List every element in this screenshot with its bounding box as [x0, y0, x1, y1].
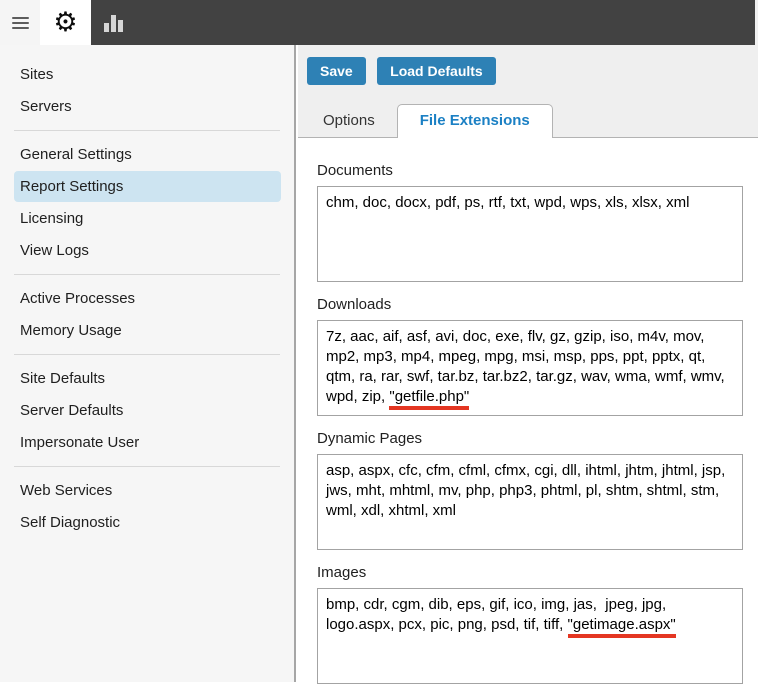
sidebar: [0, 45, 296, 682]
sidebar-item-server-defaults[interactable]: Server Defaults: [14, 395, 281, 426]
red-underline-annotation: "getfile.php": [389, 388, 469, 410]
sidebar-item-web-services[interactable]: Web Services: [14, 475, 281, 506]
sidebar-item-sites[interactable]: Sites: [14, 59, 281, 90]
hamburger-icon: [12, 17, 29, 29]
save-button[interactable]: Save: [307, 57, 366, 85]
topbar-dark-area: [91, 0, 758, 45]
sidebar-item-self-diagnostic[interactable]: Self Diagnostic: [14, 507, 281, 538]
red-underline-annotation: "getimage.aspx": [568, 616, 676, 638]
sidebar-divider: [14, 354, 280, 355]
sidebar-item-view-logs[interactable]: View Logs: [14, 235, 281, 266]
main-panel: [298, 45, 758, 682]
sidebar-item-licensing[interactable]: Licensing: [14, 203, 281, 234]
tab-file-extensions[interactable]: File Extensions: [397, 104, 553, 138]
downloads-textarea[interactable]: 7z, aac, aif, asf, avi, doc, exe, flv, gz, gzip, iso, m4v, mov, mp2, mp3, mp4, mpeg, mpg, msi, msp, pps, ppt, pptx, qt, qtm, ra, rar, swf, tar.bz, tar.bz2, tar.gz, wav, wma, wmf, wmv, wpd, zip, "getfile.php": [317, 320, 743, 416]
sidebar-divider: [14, 130, 280, 131]
downloads-label: Downloads: [317, 296, 741, 313]
images-label: Images: [317, 564, 741, 581]
sidebar-item-report-settings[interactable]: Report Settings: [14, 171, 281, 202]
dynamic-pages-field: [317, 430, 741, 550]
documents-textarea[interactable]: chm, doc, docx, pdf, ps, rtf, txt, wpd, wps, xls, xlsx, xml: [317, 186, 743, 282]
sidebar-item-general-settings[interactable]: General Settings: [14, 139, 281, 170]
load-defaults-button[interactable]: Load Defaults: [377, 57, 496, 85]
downloads-field: [317, 296, 741, 416]
file-extensions-panel: [298, 138, 758, 684]
images-field: [317, 564, 741, 684]
sidebar-item-servers[interactable]: Servers: [14, 91, 281, 122]
settings-tab[interactable]: [40, 0, 91, 45]
dynamic-pages-label: Dynamic Pages: [317, 430, 741, 447]
documents-label: Documents: [317, 162, 741, 179]
dynamic-pages-textarea[interactable]: asp, aspx, cfc, cfm, cfml, cfmx, cgi, dll, ihtml, jhtm, jhtml, jsp, jws, mht, mhtml, mv, php, php3, phtml, pl, shtm, shtml, stm, wml, xdl, xhtml, xml: [317, 454, 743, 550]
images-textarea[interactable]: bmp, cdr, cgm, dib, eps, gif, ico, img, jas, jpeg, jpg, logo.aspx, pcx, pic, png, psd, tif, tiff, "getimage.aspx": [317, 588, 743, 684]
menu-button[interactable]: [0, 0, 40, 45]
sidebar-item-site-defaults[interactable]: Site Defaults: [14, 363, 281, 394]
sidebar-item-active-processes[interactable]: Active Processes: [14, 283, 281, 314]
sidebar-divider: [14, 466, 280, 467]
sidebar-divider: [14, 274, 280, 275]
gear-icon: ⚙︎: [53, 9, 77, 36]
toolbar: [298, 45, 758, 92]
documents-field: [317, 162, 741, 282]
sidebar-item-impersonate-user[interactable]: Impersonate User: [14, 427, 281, 458]
tab-options[interactable]: Options: [301, 105, 397, 137]
top-bar: [0, 0, 758, 45]
sidebar-item-memory-usage[interactable]: Memory Usage: [14, 315, 281, 346]
bar-chart-icon[interactable]: [104, 14, 123, 32]
tab-bar: [298, 92, 758, 138]
